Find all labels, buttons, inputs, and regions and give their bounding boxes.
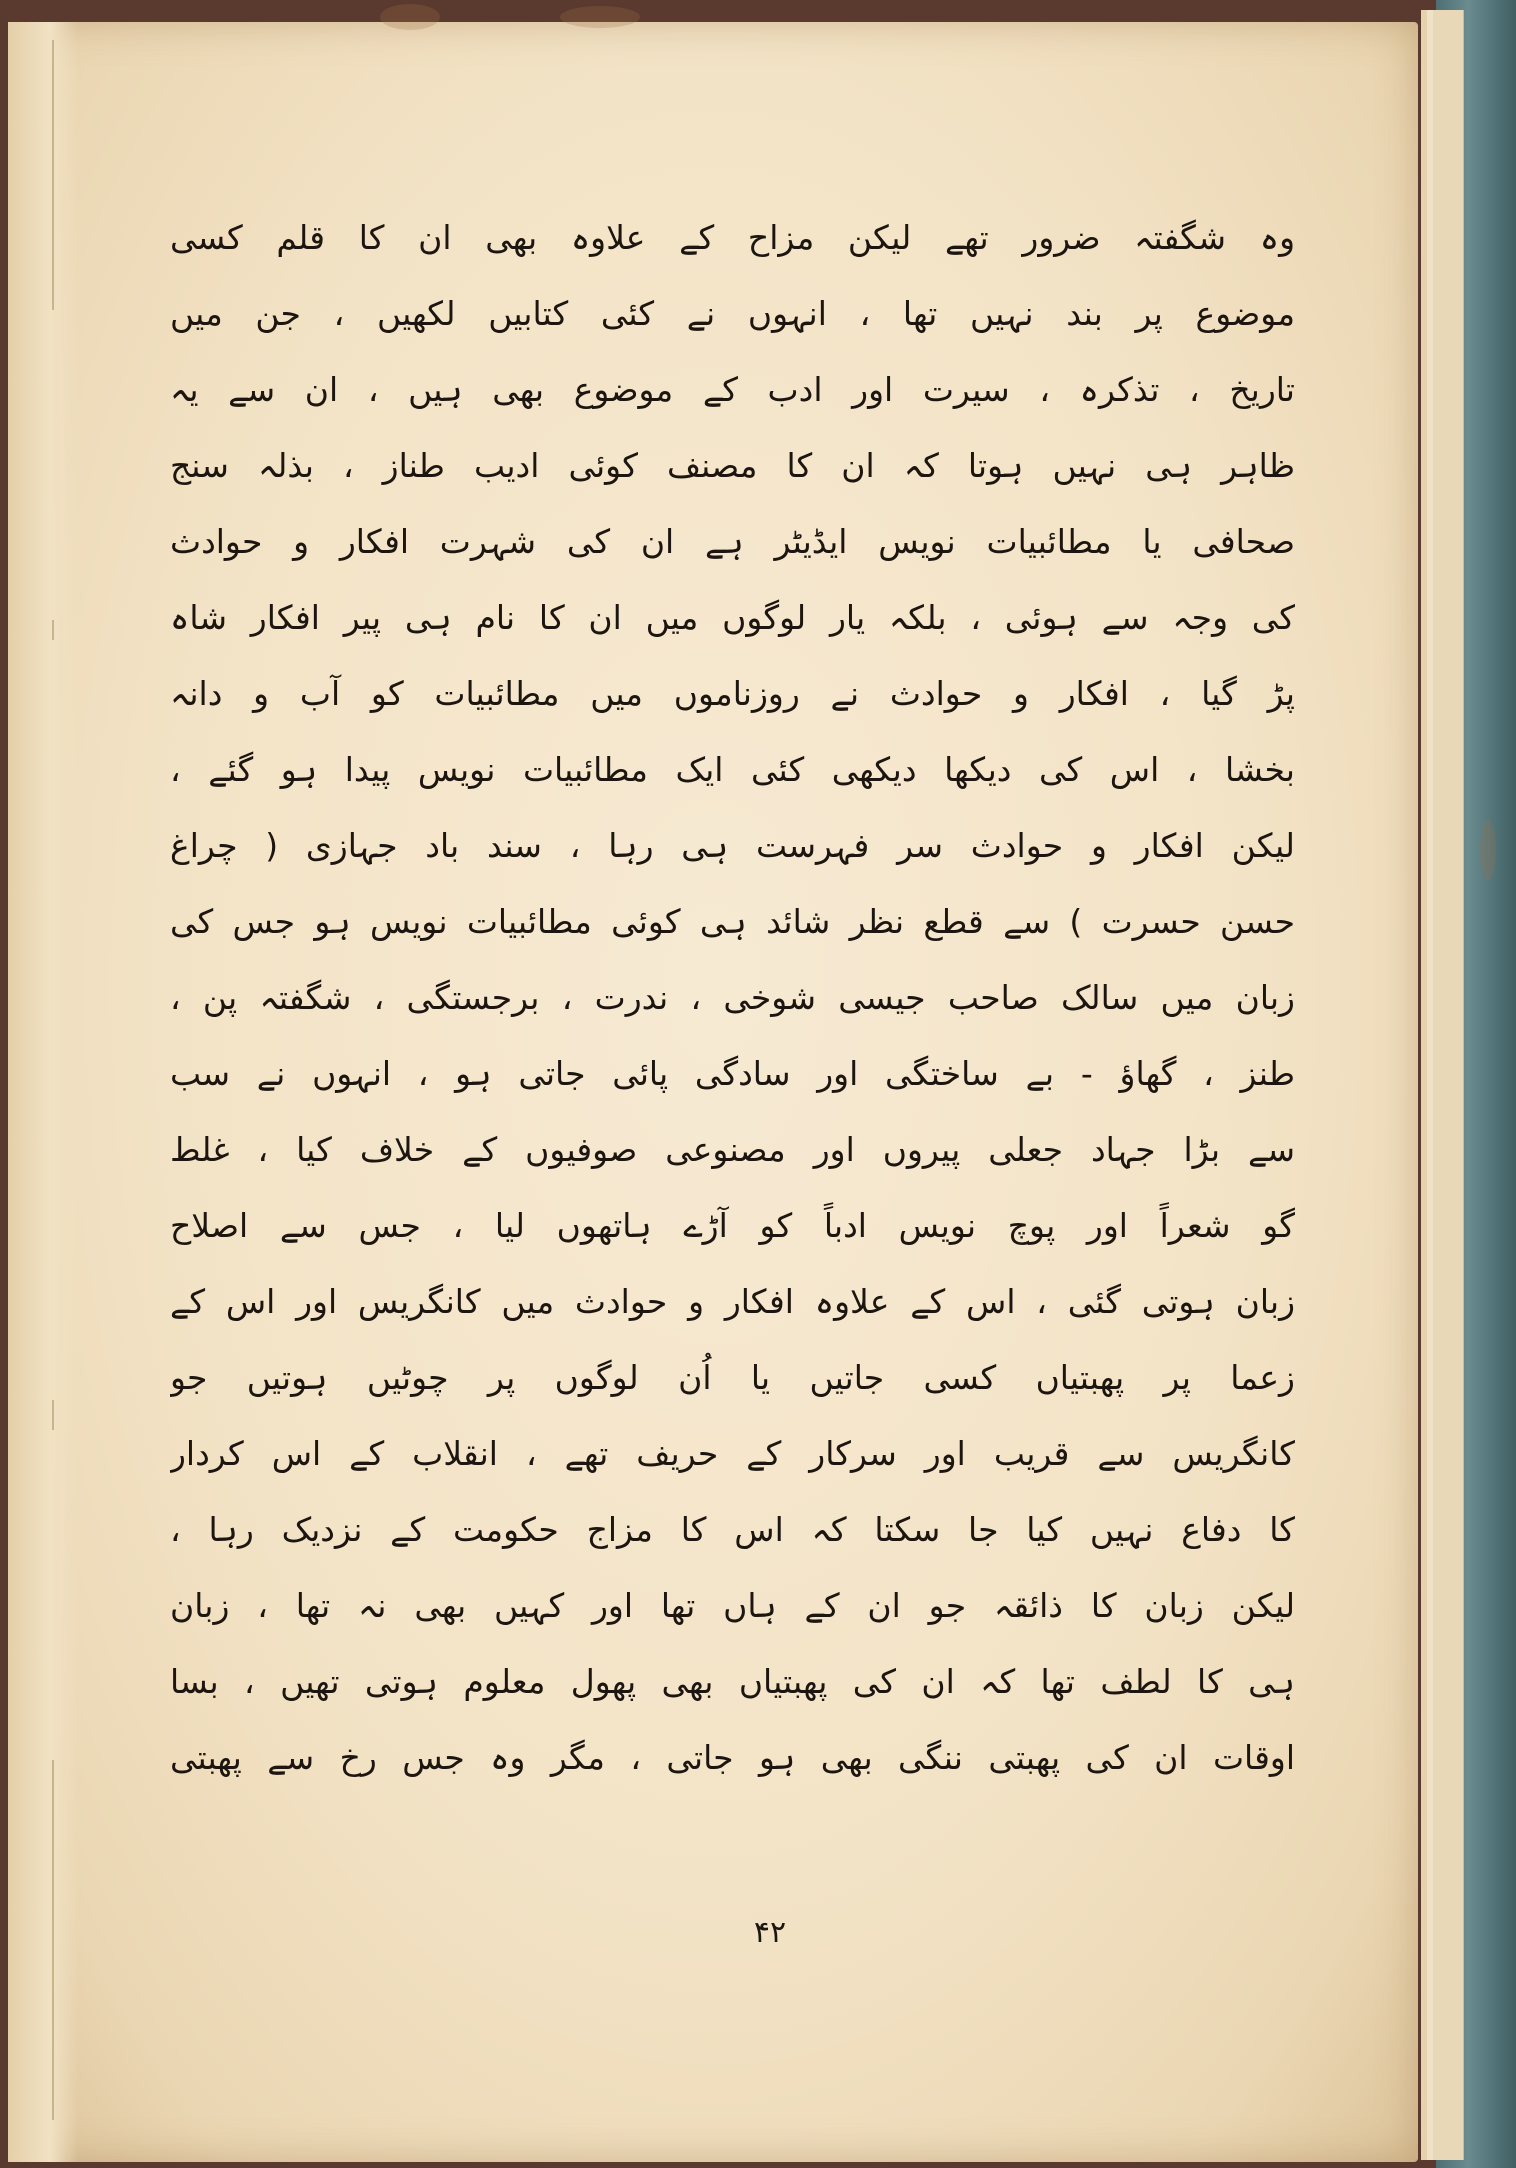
text-line: کانگریس سے قریب اور سرکار کے حریف تھے ، انقلاب کے اس کردار <box>170 1434 1295 1473</box>
text-line: موضوع پر بند نہیں تھا ، انہوں نے کئی کتابیں لکھیں ، جن میں <box>170 294 1295 333</box>
paper-stain <box>560 6 640 28</box>
text-line: کا دفاع نہیں کیا جا سکتا کہ اس کا مزاج حکومت کے نزدیک رہا ، <box>170 1510 1295 1549</box>
text-line: حسن حسرت ) سے قطع نظر شائد ہی کوئی مطائبیات نویس ہو جس کی <box>170 902 1295 941</box>
page-edges <box>1433 10 1464 2160</box>
binding-stitch <box>52 1760 54 2120</box>
paper-stain <box>380 4 440 30</box>
text-line: اوقات ان کی پھبتی ننگی بھی ہو جاتی ، مگر وہ جس رخ سے پھبتی <box>170 1738 1295 1777</box>
page-number: ۴۲ <box>753 1915 787 1950</box>
text-line: پڑ گیا ، افکار و حوادث نے روزناموں میں مطائبیات کو آب و دانہ <box>170 674 1295 713</box>
text-line: بخشا ، اس کی دیکھا دیکھی کئی ایک مطائبیات نویس پیدا ہو گئے ، <box>170 750 1295 789</box>
text-line: کی وجہ سے ہوئی ، بلکہ یار لوگوں میں ان کا نام ہی پیر افکار شاہ <box>170 598 1295 637</box>
binding-stitch <box>52 40 54 310</box>
page-text <box>170 200 1295 1796</box>
binding-gutter <box>8 22 78 2162</box>
binding-stitch <box>52 620 54 640</box>
text-line: لیکن زبان کا ذائقہ جو ان کے ہاں تھا اور کہیں بھی نہ تھا ، زبان <box>170 1586 1295 1625</box>
text-line: تاریخ ، تذکرہ ، سیرت اور ادب کے موضوع بھی ہیں ، ان سے یہ <box>170 370 1295 409</box>
text-line: سے بڑا جہاد جعلی پیروں اور مصنوعی صوفیوں کے خلاف کیا ، غلط <box>170 1130 1295 1169</box>
text-line: زبان میں سالک صاحب جیسی شوخی ، ندرت ، برجستگی ، شگفتہ پن ، <box>170 978 1295 1017</box>
text-line: زعما پر پھبتیاں کسی جاتیں یا اُن لوگوں پر چوٹیں ہوتیں جو <box>170 1358 1295 1397</box>
binding-stitch <box>52 1400 54 1430</box>
text-line: ہی کا لطف تھا کہ ان کی پھبتیاں بھی پھول معلوم ہوتی تھیں ، بسا <box>170 1662 1295 1701</box>
text-line: وہ شگفتہ ضرور تھے لیکن مزاح کے علاوہ بھی ان کا قلم کسی <box>170 218 1295 257</box>
text-line: زبان ہوتی گئی ، اس کے علاوہ افکار و حوادث میں کانگریس اور اس کے <box>170 1282 1295 1321</box>
text-line: گو شعراً اور پوچ نویس ادباً کو آڑے ہاتھوں لیا ، جس سے اصلاح <box>170 1206 1295 1245</box>
text-line: طنز ، گھاؤ - بے ساختگی اور سادگی پائی جاتی ہو ، انہوں نے سب <box>170 1054 1295 1093</box>
text-line: صحافی یا مطائبیات نویس ایڈیٹر ہے ان کی شہرت افکار و حوادث <box>170 522 1295 561</box>
text-line: لیکن افکار و حوادث سر فہرست ہی رہا ، سند باد جہازی ( چراغ <box>170 826 1295 865</box>
paper-stain <box>1480 820 1496 880</box>
text-line: ظاہر ہی نہیں ہوتا کہ ان کا مصنف کوئی ادیب طناز ، بذلہ سنج <box>170 446 1295 485</box>
